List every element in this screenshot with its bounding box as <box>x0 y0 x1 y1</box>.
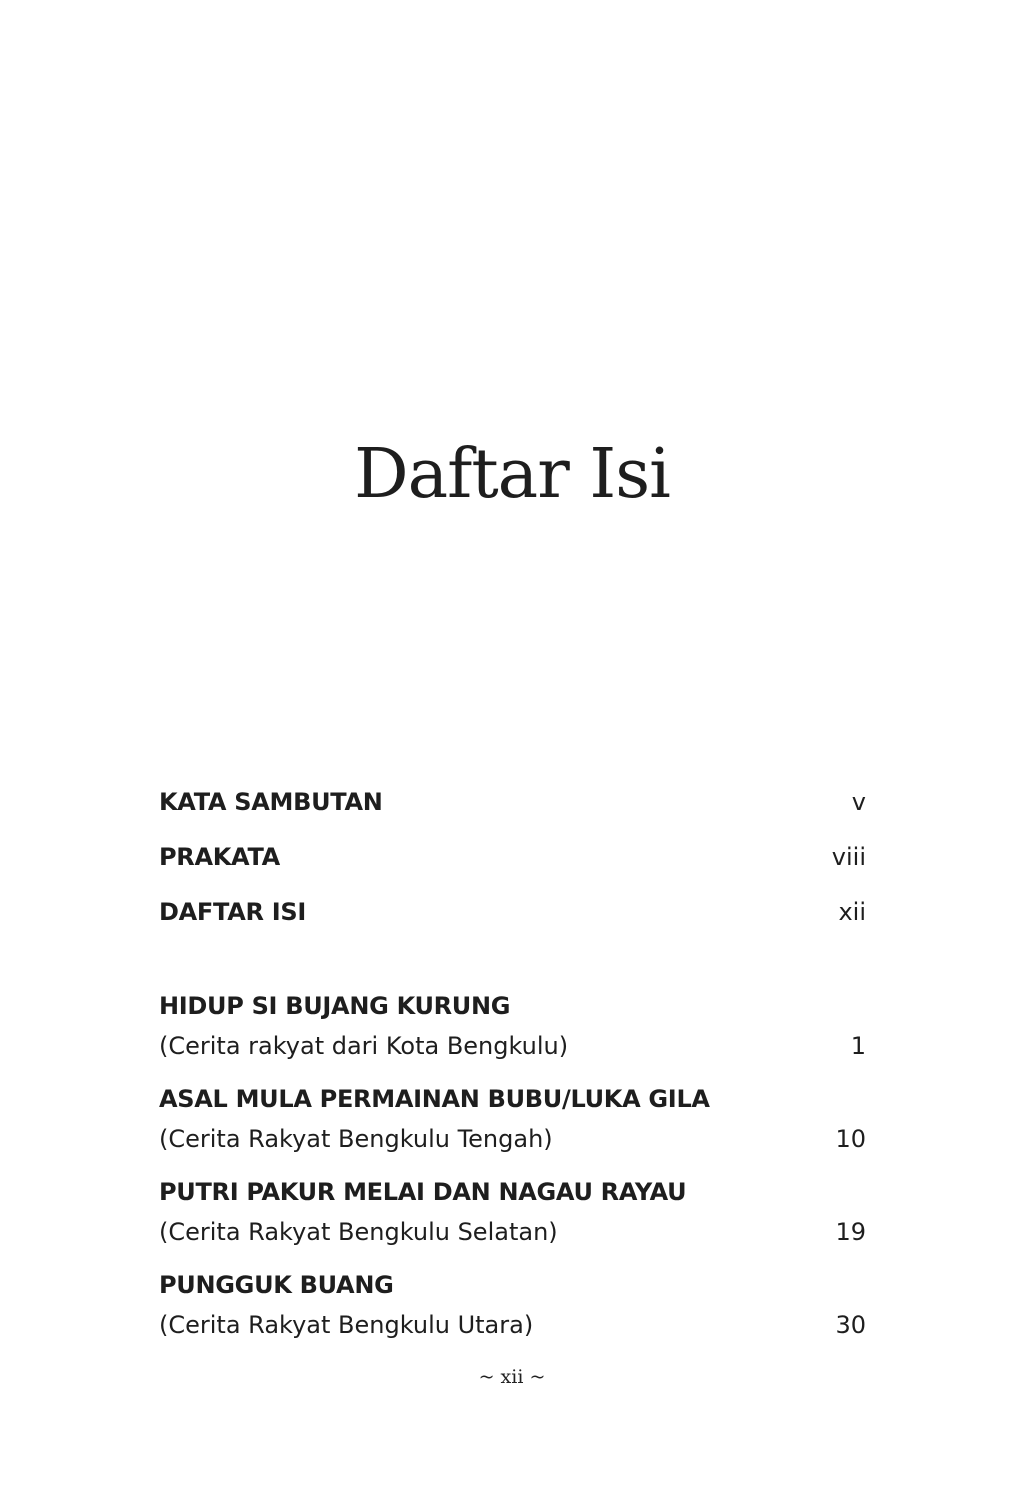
toc-story-entry <box>159 1172 866 1265</box>
story-page: 19 <box>835 1218 866 1246</box>
story-page: 1 <box>850 1032 866 1060</box>
page-number-folio: ~ xii ~ <box>478 1366 546 1388</box>
toc-entry-label: DAFTAR ISI <box>159 898 306 926</box>
story-subtitle: (Cerita Rakyat Bengkulu Tengah) <box>159 1125 553 1153</box>
toc-entry-label: KATA SAMBUTAN <box>159 788 383 816</box>
toc-story-entry <box>159 986 866 1079</box>
toc-entry-kata-sambutan <box>159 782 866 837</box>
toc-entry-daftar-isi <box>159 892 866 947</box>
story-subtitle: (Cerita Rakyat Bengkulu Selatan) <box>159 1218 558 1246</box>
page-title: Daftar Isi <box>354 434 670 514</box>
toc-entry-page: v <box>851 788 866 816</box>
story-title: ASAL MULA PERMAINAN BUBU/LUKA GILA <box>159 1085 710 1113</box>
story-title: HIDUP SI BUJANG KURUNG <box>159 992 511 1020</box>
stories-list <box>159 986 866 1358</box>
story-subtitle: (Cerita Rakyat Bengkulu Utara) <box>159 1311 534 1339</box>
toc-story-entry <box>159 1265 866 1358</box>
story-title: PUTRI PAKUR MELAI DAN NAGAU RAYAU <box>159 1178 687 1206</box>
story-subtitle: (Cerita rakyat dari Kota Bengkulu) <box>159 1032 569 1060</box>
toc-entry-prakata <box>159 837 866 892</box>
toc-entry-page: xii <box>838 898 866 926</box>
toc-story-entry <box>159 1079 866 1172</box>
front-matter-list <box>159 782 866 947</box>
story-page: 10 <box>835 1125 866 1153</box>
story-title: PUNGGUK BUANG <box>159 1271 394 1299</box>
toc-entry-page: viii <box>831 843 866 871</box>
story-page: 30 <box>835 1311 866 1339</box>
toc-entry-label: PRAKATA <box>159 843 280 871</box>
